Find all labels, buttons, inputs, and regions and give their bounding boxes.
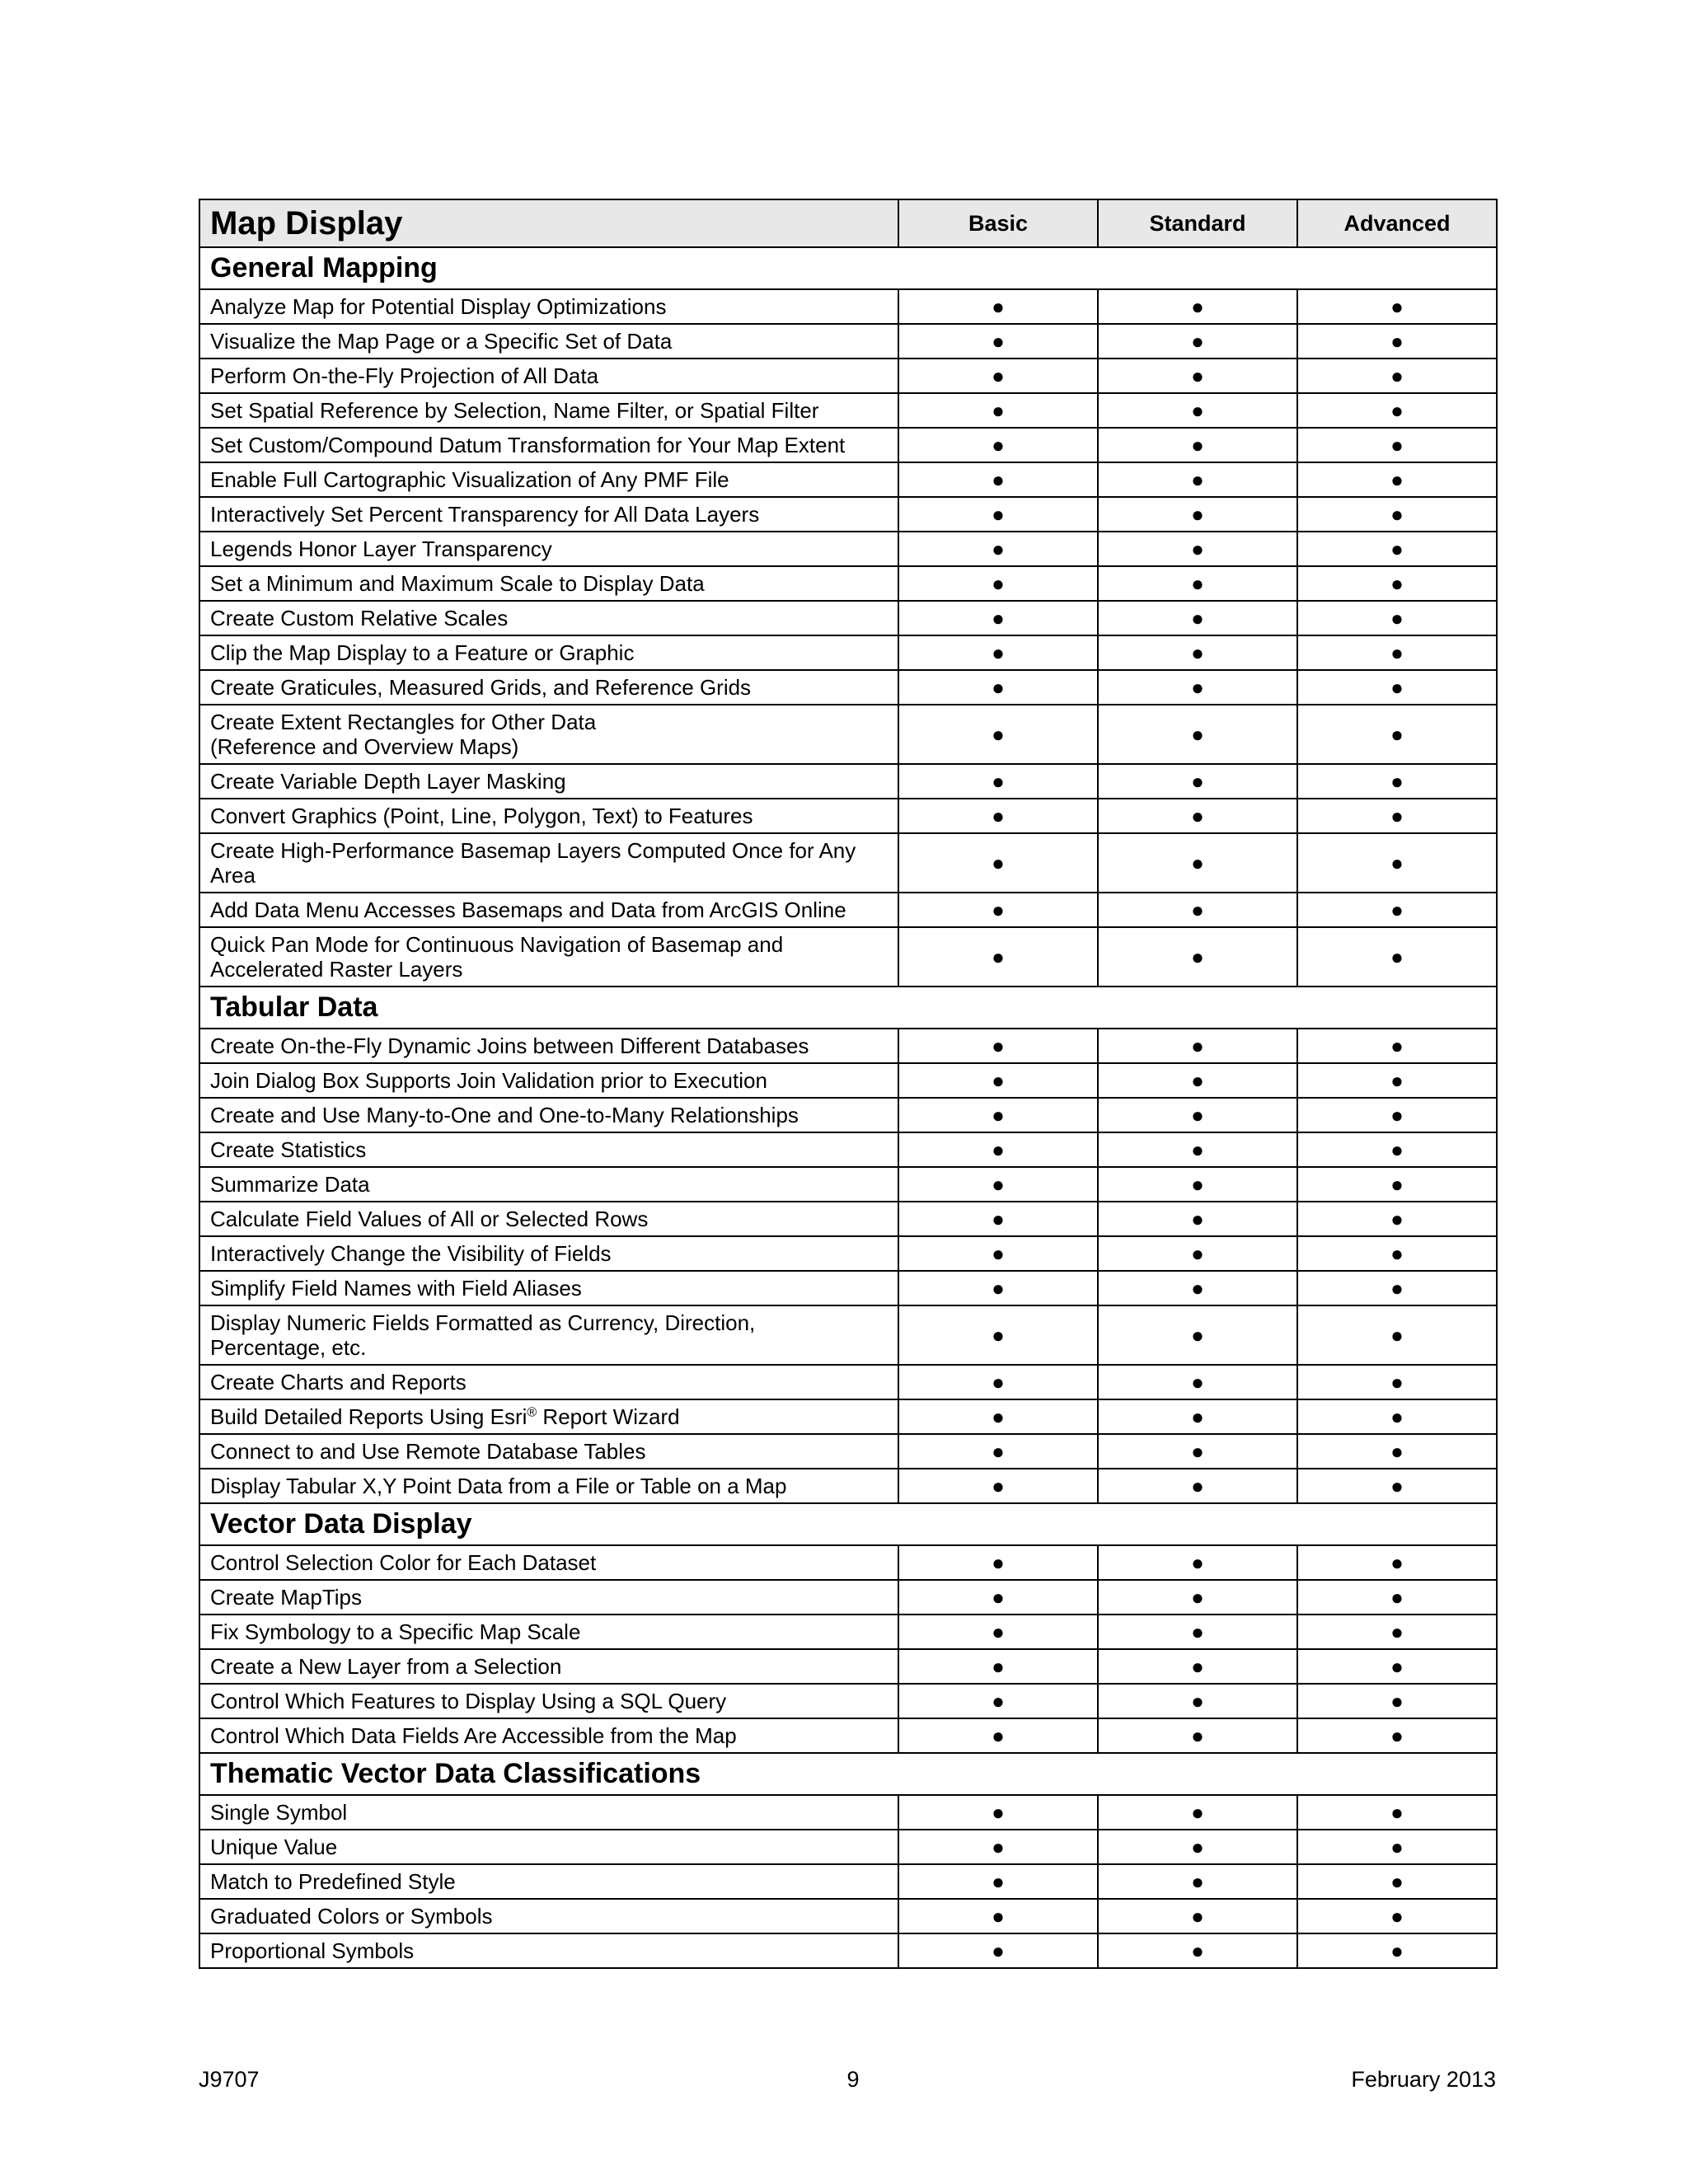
section-header-row	[199, 247, 1497, 289]
availability-mark-basic: ●	[898, 1434, 1098, 1469]
availability-mark-advanced: ●	[1297, 670, 1497, 705]
table-title: Map Display	[199, 199, 898, 247]
availability-mark-standard: ●	[1098, 1271, 1297, 1305]
table-row	[199, 497, 1497, 532]
table-row	[199, 1795, 1497, 1830]
availability-mark-basic: ●	[898, 1167, 1098, 1202]
feature-name-line: Join Dialog Box Supports Join Validation prior to Execution	[210, 1068, 767, 1093]
feature-name	[199, 1469, 898, 1503]
feature-name-line: Create a New Layer from a Selection	[210, 1654, 562, 1679]
availability-mark-advanced: ●	[1297, 1933, 1497, 1968]
footer-date: February 2013	[1351, 2067, 1496, 2092]
table-row	[199, 1830, 1497, 1864]
availability-mark-basic: ●	[898, 566, 1098, 601]
availability-mark-standard: ●	[1098, 601, 1297, 635]
availability-mark-advanced: ●	[1297, 1830, 1497, 1864]
table-row	[199, 1580, 1497, 1615]
table-body	[199, 247, 1497, 1968]
feature-name	[199, 1434, 898, 1469]
table-row	[199, 1545, 1497, 1580]
availability-mark-advanced: ●	[1297, 566, 1497, 601]
table-row	[199, 462, 1497, 497]
table-row	[199, 393, 1497, 428]
feature-name	[199, 764, 898, 799]
availability-mark-basic: ●	[898, 1305, 1098, 1365]
section-title: Thematic Vector Data Classifications	[199, 1753, 1497, 1795]
table-row	[199, 1434, 1497, 1469]
availability-mark-advanced: ●	[1297, 393, 1497, 428]
availability-mark-standard: ●	[1098, 1399, 1297, 1434]
feature-name	[199, 1202, 898, 1236]
table-row	[199, 1615, 1497, 1649]
availability-mark-advanced: ●	[1297, 635, 1497, 670]
availability-mark-basic: ●	[898, 1684, 1098, 1718]
feature-name	[199, 1365, 898, 1399]
availability-mark-basic: ●	[898, 893, 1098, 927]
feature-name	[199, 1305, 898, 1365]
table-row	[199, 1167, 1497, 1202]
feature-name	[199, 324, 898, 359]
availability-mark-basic: ●	[898, 601, 1098, 635]
availability-mark-basic: ●	[898, 635, 1098, 670]
availability-mark-basic: ●	[898, 1933, 1098, 1968]
availability-mark-advanced: ●	[1297, 927, 1497, 987]
feature-name	[199, 1580, 898, 1615]
availability-mark-basic: ●	[898, 1469, 1098, 1503]
feature-name-line: Create MapTips	[210, 1585, 362, 1610]
feature-name	[199, 1795, 898, 1830]
table-row	[199, 1305, 1497, 1365]
feature-name-line: Unique Value	[210, 1835, 338, 1859]
table-row	[199, 1132, 1497, 1167]
availability-mark-basic: ●	[898, 1649, 1098, 1684]
feature-name	[199, 1236, 898, 1271]
feature-name-line: Fix Symbology to a Specific Map Scale	[210, 1619, 581, 1644]
feature-name	[199, 1899, 898, 1933]
table-row	[199, 1933, 1497, 1968]
availability-mark-standard: ●	[1098, 1469, 1297, 1503]
availability-mark-standard: ●	[1098, 799, 1297, 833]
availability-mark-standard: ●	[1098, 1864, 1297, 1899]
feature-name	[199, 497, 898, 532]
availability-mark-standard: ●	[1098, 1098, 1297, 1132]
availability-mark-standard: ●	[1098, 1305, 1297, 1365]
table-row	[199, 324, 1497, 359]
table-row	[199, 705, 1497, 764]
availability-mark-basic: ●	[898, 462, 1098, 497]
feature-name-line: Create Charts and Reports	[210, 1370, 467, 1394]
feature-name	[199, 428, 898, 462]
feature-name	[199, 1830, 898, 1864]
table-row	[199, 833, 1497, 893]
availability-mark-basic: ●	[898, 1830, 1098, 1864]
table-row	[199, 927, 1497, 987]
feature-name	[199, 1063, 898, 1098]
availability-mark-standard: ●	[1098, 1580, 1297, 1615]
availability-mark-advanced: ●	[1297, 601, 1497, 635]
availability-mark-standard: ●	[1098, 1063, 1297, 1098]
availability-mark-advanced: ●	[1297, 799, 1497, 833]
availability-mark-standard: ●	[1098, 1029, 1297, 1063]
availability-mark-standard: ●	[1098, 1718, 1297, 1753]
feature-name	[199, 1864, 898, 1899]
feature-name	[199, 1649, 898, 1684]
availability-mark-advanced: ●	[1297, 1718, 1497, 1753]
table-row	[199, 799, 1497, 833]
availability-mark-advanced: ●	[1297, 1545, 1497, 1580]
feature-name-line: Calculate Field Values of All or Selected Rows	[210, 1207, 649, 1231]
availability-mark-basic: ●	[898, 1132, 1098, 1167]
availability-mark-advanced: ●	[1297, 359, 1497, 393]
feature-name-line: Display Tabular X,Y Point Data from a File or Table on a Map	[210, 1474, 787, 1498]
section-header-row	[199, 1753, 1497, 1795]
availability-mark-basic: ●	[898, 1399, 1098, 1434]
feature-name-line: Clip the Map Display to a Feature or Graphic	[210, 640, 635, 665]
availability-mark-advanced: ●	[1297, 1615, 1497, 1649]
availability-mark-standard: ●	[1098, 893, 1297, 927]
feature-name	[199, 1933, 898, 1968]
feature-name-line: (Reference and Overview Maps)	[210, 734, 519, 759]
column-header-basic: Basic	[898, 199, 1098, 247]
availability-mark-standard: ●	[1098, 497, 1297, 532]
feature-name-line: Simplify Field Names with Field Aliases	[210, 1276, 582, 1301]
feature-name	[199, 462, 898, 497]
feature-name-line: Control Which Features to Display Using a SQL Query	[210, 1689, 727, 1713]
availability-mark-standard: ●	[1098, 1684, 1297, 1718]
availability-mark-standard: ●	[1098, 324, 1297, 359]
feature-name	[199, 1132, 898, 1167]
feature-name-line: Control Selection Color for Each Dataset	[210, 1550, 597, 1575]
availability-mark-basic: ●	[898, 497, 1098, 532]
availability-mark-advanced: ●	[1297, 1063, 1497, 1098]
availability-mark-standard: ●	[1098, 1434, 1297, 1469]
table-row	[199, 670, 1497, 705]
feature-name-line: Create Custom Relative Scales	[210, 606, 509, 630]
feature-name	[199, 927, 898, 987]
feature-name	[199, 1718, 898, 1753]
table-row	[199, 1271, 1497, 1305]
feature-name	[199, 1167, 898, 1202]
feature-name-line: Interactively Set Percent Transparency for All Data Layers	[210, 502, 760, 527]
availability-mark-standard: ●	[1098, 1615, 1297, 1649]
availability-mark-basic: ●	[898, 1098, 1098, 1132]
column-header-advanced: Advanced	[1297, 199, 1497, 247]
availability-mark-standard: ●	[1098, 927, 1297, 987]
feature-name-line: Percentage, etc.	[210, 1335, 367, 1360]
availability-mark-advanced: ●	[1297, 1236, 1497, 1271]
table-row	[199, 1899, 1497, 1933]
availability-mark-advanced: ●	[1297, 1399, 1497, 1434]
feature-name	[199, 1615, 898, 1649]
feature-name-line: Quick Pan Mode for Continuous Navigation of Basemap and	[210, 932, 784, 957]
table-row	[199, 1649, 1497, 1684]
availability-mark-advanced: ●	[1297, 1098, 1497, 1132]
section-title: General Mapping	[199, 247, 1497, 289]
feature-name-line: Control Which Data Fields Are Accessible from the Map	[210, 1723, 737, 1748]
availability-mark-standard: ●	[1098, 1236, 1297, 1271]
feature-name	[199, 833, 898, 893]
footer-page-number: 9	[846, 2067, 860, 2092]
feature-name-line: Perform On-the-Fly Projection of All Data	[210, 363, 599, 388]
section-title: Vector Data Display	[199, 1503, 1497, 1545]
availability-mark-basic: ●	[898, 833, 1098, 893]
feature-name-line: Visualize the Map Page or a Specific Set of Data	[210, 329, 673, 354]
feature-name	[199, 1545, 898, 1580]
availability-mark-standard: ●	[1098, 764, 1297, 799]
availability-mark-basic: ●	[898, 927, 1098, 987]
feature-name-line: Analyze Map for Potential Display Optimizations	[210, 294, 667, 319]
availability-mark-basic: ●	[898, 1202, 1098, 1236]
availability-mark-standard: ●	[1098, 833, 1297, 893]
availability-mark-basic: ●	[898, 1063, 1098, 1098]
section-header-row	[199, 987, 1497, 1029]
availability-mark-basic: ●	[898, 1795, 1098, 1830]
availability-mark-standard: ●	[1098, 1545, 1297, 1580]
availability-mark-advanced: ●	[1297, 1132, 1497, 1167]
feature-name-line: Create Extent Rectangles for Other Data	[210, 710, 597, 734]
availability-mark-advanced: ●	[1297, 1305, 1497, 1365]
availability-mark-standard: ●	[1098, 566, 1297, 601]
table-row	[199, 1029, 1497, 1063]
availability-mark-basic: ●	[898, 1271, 1098, 1305]
availability-mark-advanced: ●	[1297, 1580, 1497, 1615]
availability-mark-advanced: ●	[1297, 1365, 1497, 1399]
feature-name-line: Match to Predefined Style	[210, 1869, 456, 1894]
availability-mark-standard: ●	[1098, 1202, 1297, 1236]
availability-mark-advanced: ●	[1297, 1649, 1497, 1684]
table-row	[199, 1365, 1497, 1399]
availability-mark-advanced: ●	[1297, 833, 1497, 893]
table-row	[199, 428, 1497, 462]
availability-mark-advanced: ●	[1297, 1434, 1497, 1469]
table-row	[199, 289, 1497, 324]
availability-mark-basic: ●	[898, 1580, 1098, 1615]
availability-mark-advanced: ●	[1297, 497, 1497, 532]
feature-name	[199, 1029, 898, 1063]
availability-mark-basic: ●	[898, 1718, 1098, 1753]
availability-mark-standard: ●	[1098, 289, 1297, 324]
availability-mark-standard: ●	[1098, 1795, 1297, 1830]
feature-name	[199, 359, 898, 393]
table-row	[199, 359, 1497, 393]
section-title: Tabular Data	[199, 987, 1497, 1029]
availability-mark-advanced: ●	[1297, 1899, 1497, 1933]
availability-mark-advanced: ●	[1297, 428, 1497, 462]
table-row	[199, 601, 1497, 635]
feature-name	[199, 1684, 898, 1718]
availability-mark-basic: ●	[898, 1899, 1098, 1933]
availability-mark-advanced: ●	[1297, 532, 1497, 566]
column-header-standard: Standard	[1098, 199, 1297, 247]
availability-mark-standard: ●	[1098, 462, 1297, 497]
footer-doc-id: J9707	[199, 2067, 260, 2092]
feature-name	[199, 601, 898, 635]
availability-mark-basic: ●	[898, 1864, 1098, 1899]
section-header-row	[199, 1503, 1497, 1545]
table-row	[199, 1718, 1497, 1753]
availability-mark-basic: ●	[898, 799, 1098, 833]
availability-mark-standard: ●	[1098, 532, 1297, 566]
feature-name-line: Create Graticules, Measured Grids, and Reference Grids	[210, 675, 752, 700]
table-row	[199, 1202, 1497, 1236]
table-row	[199, 1098, 1497, 1132]
feature-name-line: Area	[210, 863, 256, 888]
feature-name-line: Single Symbol	[210, 1800, 348, 1825]
table-row	[199, 532, 1497, 566]
availability-mark-basic: ●	[898, 670, 1098, 705]
table-row	[199, 1063, 1497, 1098]
feature-name-line: Create Statistics	[210, 1137, 367, 1162]
availability-mark-basic: ●	[898, 1365, 1098, 1399]
availability-mark-standard: ●	[1098, 705, 1297, 764]
availability-mark-advanced: ●	[1297, 1271, 1497, 1305]
availability-mark-basic: ●	[898, 1545, 1098, 1580]
availability-mark-advanced: ●	[1297, 289, 1497, 324]
feature-name-line: Display Numeric Fields Formatted as Currency, Direction,	[210, 1310, 756, 1335]
availability-mark-advanced: ●	[1297, 1795, 1497, 1830]
availability-mark-basic: ●	[898, 532, 1098, 566]
availability-mark-standard: ●	[1098, 1365, 1297, 1399]
availability-mark-basic: ●	[898, 705, 1098, 764]
availability-mark-standard: ●	[1098, 393, 1297, 428]
availability-mark-advanced: ●	[1297, 893, 1497, 927]
feature-name	[199, 289, 898, 324]
availability-mark-standard: ●	[1098, 635, 1297, 670]
feature-name	[199, 799, 898, 833]
availability-mark-advanced: ●	[1297, 1167, 1497, 1202]
availability-mark-basic: ●	[898, 359, 1098, 393]
availability-mark-advanced: ●	[1297, 764, 1497, 799]
feature-name	[199, 566, 898, 601]
feature-name-line: Set a Minimum and Maximum Scale to Display Data	[210, 571, 705, 596]
availability-mark-standard: ●	[1098, 1649, 1297, 1684]
feature-name-line: Create On-the-Fly Dynamic Joins between Different Databases	[210, 1033, 809, 1058]
feature-name	[199, 393, 898, 428]
feature-name-line: Proportional Symbols	[210, 1938, 415, 1963]
availability-mark-basic: ●	[898, 764, 1098, 799]
availability-mark-standard: ●	[1098, 428, 1297, 462]
feature-name-line: Graduated Colors or Symbols	[210, 1904, 493, 1929]
table-row	[199, 764, 1497, 799]
feature-name-line: Legends Honor Layer Transparency	[210, 537, 552, 561]
feature-name-line: Summarize Data	[210, 1172, 370, 1197]
availability-mark-standard: ●	[1098, 1933, 1297, 1968]
feature-name	[199, 1271, 898, 1305]
feature-name	[199, 532, 898, 566]
table-row	[199, 1684, 1497, 1718]
availability-mark-standard: ●	[1098, 1167, 1297, 1202]
feature-name-line: Set Spatial Reference by Selection, Name Filter, or Spatial Filter	[210, 398, 819, 423]
availability-mark-standard: ●	[1098, 1132, 1297, 1167]
table-row	[199, 1236, 1497, 1271]
table-row	[199, 635, 1497, 670]
availability-mark-standard: ●	[1098, 359, 1297, 393]
availability-mark-advanced: ●	[1297, 462, 1497, 497]
feature-name-line: Convert Graphics (Point, Line, Polygon, Text) to Features	[210, 804, 753, 828]
availability-mark-advanced: ●	[1297, 705, 1497, 764]
availability-mark-standard: ●	[1098, 1899, 1297, 1933]
feature-name	[199, 635, 898, 670]
availability-mark-advanced: ●	[1297, 1469, 1497, 1503]
feature-name	[199, 893, 898, 927]
feature-name-line: Enable Full Cartographic Visualization of Any PMF File	[210, 467, 729, 492]
feature-name-line: Set Custom/Compound Datum Transformation for Your Map Extent	[210, 433, 846, 457]
feature-name-line: Create and Use Many-to-One and One-to-Many Relationships	[210, 1103, 799, 1127]
availability-mark-basic: ●	[898, 324, 1098, 359]
feature-name-line: Add Data Menu Accesses Basemaps and Data from ArcGIS Online	[210, 898, 846, 922]
feature-comparison-table	[199, 199, 1498, 1969]
table-row	[199, 1399, 1497, 1434]
availability-mark-advanced: ●	[1297, 1684, 1497, 1718]
availability-mark-basic: ●	[898, 1029, 1098, 1063]
availability-mark-basic: ●	[898, 289, 1098, 324]
table-row	[199, 1864, 1497, 1899]
availability-mark-basic: ●	[898, 1615, 1098, 1649]
availability-mark-standard: ●	[1098, 670, 1297, 705]
availability-mark-advanced: ●	[1297, 1864, 1497, 1899]
table-row	[199, 893, 1497, 927]
availability-mark-basic: ●	[898, 428, 1098, 462]
feature-name-line: Interactively Change the Visibility of Fields	[210, 1241, 612, 1266]
feature-name	[199, 670, 898, 705]
feature-name-line: Create Variable Depth Layer Masking	[210, 769, 566, 794]
feature-name-line: Build Detailed Reports Using Esri® Report Wizard	[210, 1404, 680, 1429]
table-row	[199, 1469, 1497, 1503]
availability-mark-standard: ●	[1098, 1830, 1297, 1864]
feature-name-line: Accelerated Raster Layers	[210, 957, 463, 982]
feature-name	[199, 1399, 898, 1434]
availability-mark-advanced: ●	[1297, 324, 1497, 359]
availability-mark-advanced: ●	[1297, 1029, 1497, 1063]
table-header-row	[199, 199, 1497, 247]
availability-mark-basic: ●	[898, 1236, 1098, 1271]
feature-name	[199, 1098, 898, 1132]
feature-name-line: Create High-Performance Basemap Layers Computed Once for Any	[210, 838, 856, 863]
table-row	[199, 566, 1497, 601]
feature-name-line: Connect to and Use Remote Database Tables	[210, 1439, 646, 1464]
availability-mark-basic: ●	[898, 393, 1098, 428]
availability-mark-advanced: ●	[1297, 1202, 1497, 1236]
feature-name	[199, 705, 898, 764]
